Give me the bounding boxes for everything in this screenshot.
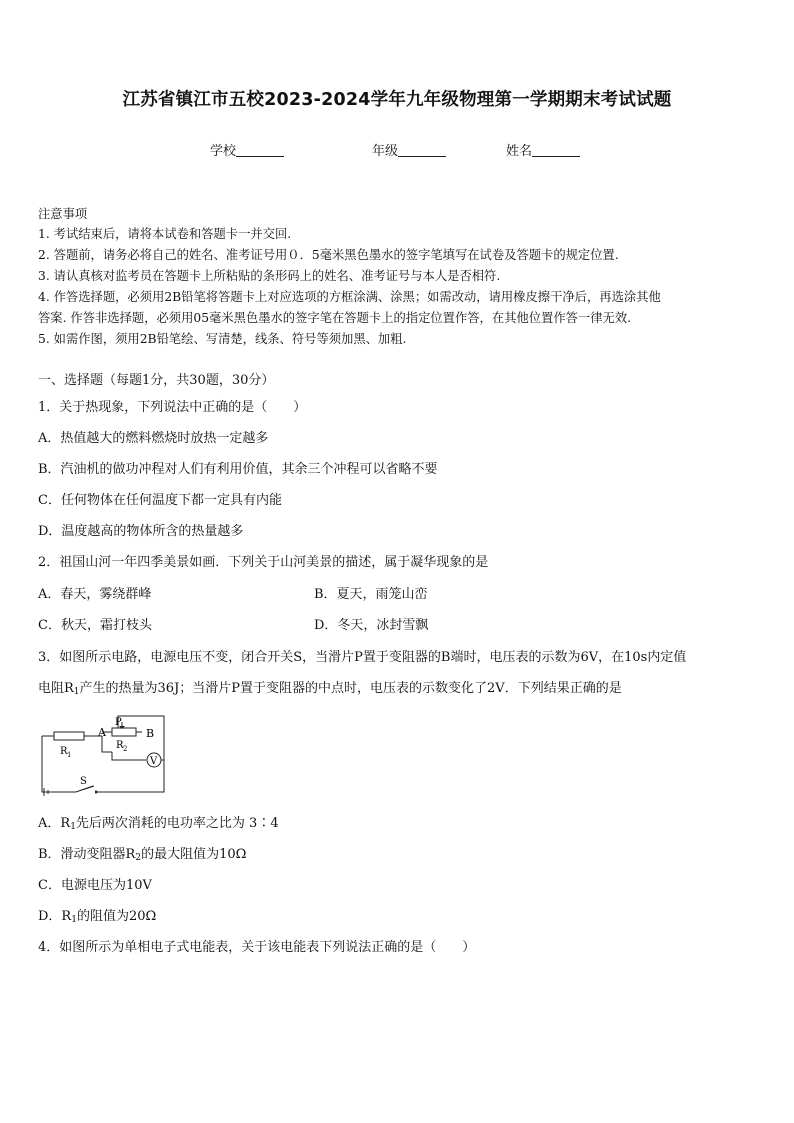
exam-title: 江苏省镇江市五校2023-2024学年九年级物理第一学期期末考试试题 bbox=[122, 90, 672, 110]
note-item: 2. 答题前，请务必将自己的姓名、准考证号用０．5毫米黑色墨水的签字笔填写在试卷及答题卡的规定位置. bbox=[38, 248, 619, 262]
circuit-label-r1: R bbox=[60, 746, 68, 757]
name-label: 姓名 bbox=[506, 144, 533, 159]
circuit-label-s: S bbox=[80, 776, 87, 787]
name-field bbox=[506, 140, 580, 159]
q3-stem-line2: 电阻$R_1$产生的热量为36J；当滑片P置于变阻器的中点时，电压表的示数变化了2V．下列结果正确的是 bbox=[38, 681, 622, 697]
note-item: 答案. 作答非选择题，必须用05毫米黑色墨水的签字笔在答题卡上的指定位置作答，在其他位置作答一律无效. bbox=[38, 311, 632, 325]
school-label: 学校 bbox=[210, 144, 237, 159]
q1-option-c: C．任何物体在任何温度下都一定具有内能 bbox=[38, 493, 282, 508]
section-heading: 一、选择题（每题1分，共30题，30分） bbox=[38, 373, 275, 388]
note-item: 5. 如需作图，须用2B铅笔绘、写清楚，线条、符号等须加黑、加粗. bbox=[38, 332, 407, 346]
q4-stem: 4．如图所示为单相电子式电能表，关于该电能表下列说法正确的是（ ） bbox=[38, 940, 476, 955]
q1-option-a: A．热值越大的燃料燃烧时放热一定越多 bbox=[38, 431, 269, 446]
q2-option-d: D．冬天，冰封雪飘 bbox=[314, 618, 429, 633]
grade-blank bbox=[398, 143, 446, 157]
circuit-label-a: A bbox=[98, 726, 106, 739]
note-item: 1. 考试结束后，请将本试卷和答题卡一并交回. bbox=[38, 227, 292, 241]
q2-stem: 2．祖国山河一年四季美景如画．下列关于山河美景的描述，属于凝华现象的是 bbox=[38, 555, 489, 570]
circuit-label-r1-sub: 1 bbox=[67, 751, 72, 759]
circuit-label-r2-sub: 2 bbox=[123, 745, 128, 753]
q2-option-a: A．春天，雾绕群峰 bbox=[38, 587, 152, 602]
note-item: 4. 作答选择题，必须用2B铅笔将答题卡上对应选项的方框涂满、涂黑；如需改动，请用橡皮擦干净后，再选涂其他 bbox=[38, 290, 661, 304]
q3-option-d: D．$R_1$的阻值为20Ω bbox=[38, 909, 157, 925]
q3-option-c: C．电源电压为10V bbox=[38, 878, 152, 893]
q1-option-b: B．汽油机的做功冲程对人们有利用价值，其余三个冲程可以省略不要 bbox=[38, 462, 438, 477]
circuit-label-b: B bbox=[146, 727, 155, 740]
q3-option-b: B．滑动变阻器$R_2$的最大阻值为10Ω bbox=[38, 847, 247, 863]
q2-option-b: B．夏天，雨笼山峦 bbox=[314, 587, 428, 602]
circuit-label-p: P bbox=[115, 717, 122, 728]
name-blank bbox=[532, 143, 580, 157]
note-item: 3. 请认真核对监考员在答题卡上所粘贴的条形码上的姓名、准考证号与本人是否相符. bbox=[38, 269, 501, 283]
notes-heading: 注意事项 bbox=[38, 207, 88, 221]
q2-option-c: C．秋天，霜打枝头 bbox=[38, 618, 152, 633]
circuit-label-r2: R bbox=[116, 740, 124, 751]
q3-stem-line1: 3．如图所示电路，电源电压不变，闭合开关S，当滑片P置于变阻器的B端时，电压表的示数为6V，在10s内定值 bbox=[38, 650, 687, 665]
q1-option-d: D．温度越高的物体所含的热量越多 bbox=[38, 524, 244, 539]
grade-field bbox=[372, 140, 446, 159]
grade-label: 年级 bbox=[372, 144, 399, 159]
q1-stem: 1．关于热现象，下列说法中正确的是（ ） bbox=[38, 400, 307, 415]
q3-option-a: A．$R_1$先后两次消耗的电功率之比为 3∶4 bbox=[38, 816, 279, 832]
school-field bbox=[210, 140, 284, 159]
circuit-label-v: V bbox=[150, 756, 158, 767]
school-blank bbox=[236, 143, 284, 157]
circuit-diagram bbox=[36, 708, 176, 800]
